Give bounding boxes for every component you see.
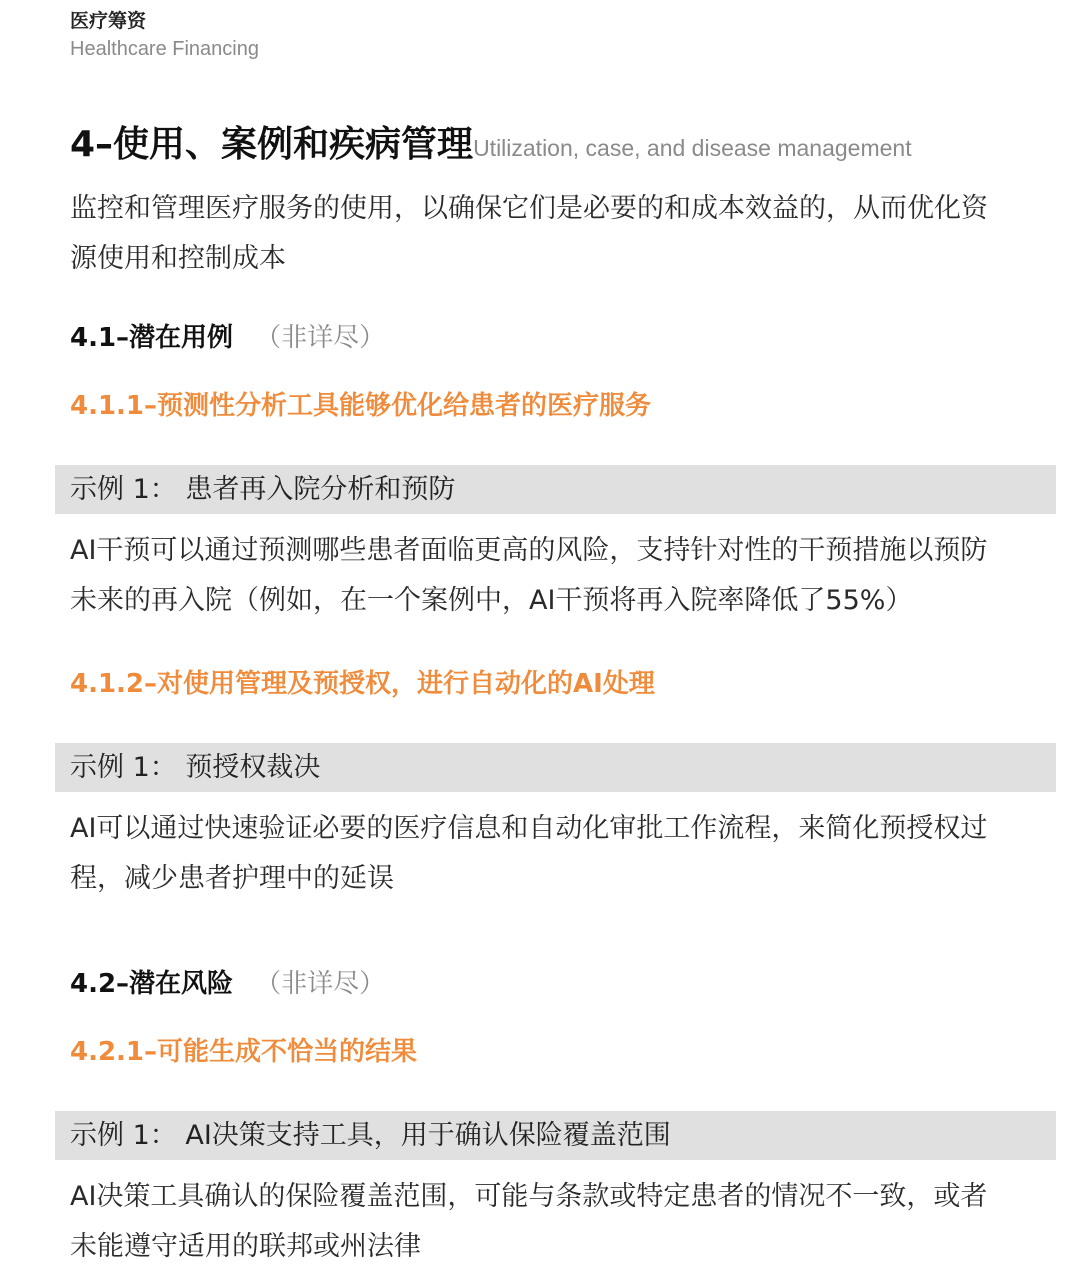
risk-1-body-line-2: 未能遵守适用的联邦或州法律 <box>70 1231 421 1262</box>
use-case-2-body <box>70 804 1030 904</box>
use-case-2-title: 4.1.2–对使用管理及预授权，进行自动化的AI处理 <box>70 669 655 699</box>
risk-1-example-label: 示例 1： AI决策支持工具，用于确认保险覆盖范围 <box>55 1111 1056 1160</box>
use-case-2-body-line-1: AI可以通过快速验证必要的医疗信息和自动化审批工作流程，来简化预授权过 <box>70 813 988 844</box>
risk-1-body-line-1: AI决策工具确认的保险覆盖范围，可能与条款或特定患者的情况不一致，或者 <box>70 1181 988 1212</box>
risk-1-body <box>70 1172 1030 1270</box>
section-intro-line-1: 监控和管理医疗服务的使用，以确保它们是必要的和成本效益的，从而优化资 <box>70 193 988 224</box>
use-case-1-body-line-2: 未来的再入院（例如，在一个案例中，AI干预将再入院率降低了55%） <box>70 585 913 616</box>
section-title <box>70 116 912 167</box>
risks-heading <box>70 963 385 1000</box>
use-case-1-example-label: 示例 1： 患者再入院分析和预防 <box>55 465 1056 514</box>
risks-heading-text: 4.2–潜在风险 <box>70 969 234 999</box>
section-title-cn: 4–使用、案例和疾病管理 <box>70 124 474 165</box>
risk-1-title: 4.2.1–可能生成不恰当的结果 <box>70 1037 418 1067</box>
use-case-1-body-line-1: AI干预可以通过预测哪些患者面临更高的风险，支持针对性的干预措施以预防 <box>70 535 988 566</box>
section-intro-line-2: 源使用和控制成本 <box>70 243 286 274</box>
header-title-cn: 医疗筹资 <box>70 10 147 32</box>
use-cases-note: （非详尽） <box>255 323 386 353</box>
header-title-en: Healthcare Financing <box>70 38 259 60</box>
use-cases-heading-text: 4.1–潜在用例 <box>70 323 234 353</box>
use-cases-heading <box>70 317 385 354</box>
risks-note: （非详尽） <box>255 969 386 999</box>
use-case-1-title: 4.1.1–预测性分析工具能够优化给患者的医疗服务 <box>70 391 652 421</box>
use-case-2-example-label: 示例 1： 预授权裁决 <box>55 743 1056 792</box>
section-title-en: Utilization, case, and disease management <box>473 135 912 161</box>
section-intro <box>70 184 1030 284</box>
use-case-2-body-line-2: 程，减少患者护理中的延误 <box>70 863 394 894</box>
use-case-1-body <box>70 526 1030 626</box>
